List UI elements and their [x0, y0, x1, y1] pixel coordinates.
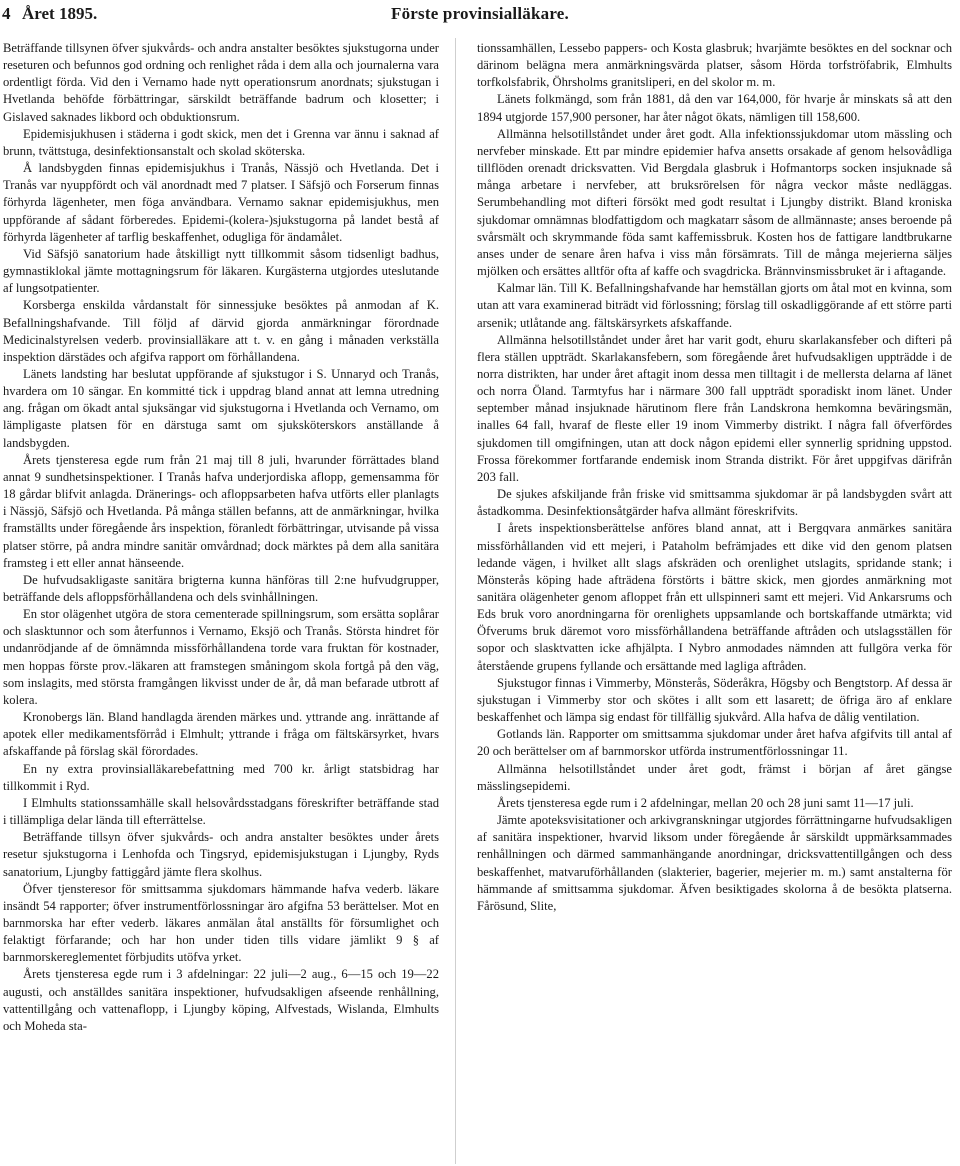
paragraph: Länets landsting har beslutat uppförande af sjukstugor i S. Unnaryd och Tranås, hvardera om 10 sängar. En kommitté tick i uppdrag bland annat att lemna utredning ang. frågan om ökadt antal sjuksängar vid sjukstugorna i Hvetlanda och Vernamo, om lämpligaste platsen för en därstuga samt om sjuksköterskors anställande å landsbygden. — [3, 366, 439, 450]
paragraph: Beträffande tillsyn öfver sjukvårds- och andra anstalter besöktes under årets resetur sjukstugorna i Lenhofda och Tingsryd, epidemisjukstugan i Ljungby, Ryds sanatorium, Ljungby fattiggård jämte flera skolhus. — [3, 830, 439, 879]
paragraph: Öfver tjensteresor för smittsamma sjukdomars hämmande hafva vederb. läkare insändt 54 rapporter; öfver instrumentförlossningar äro afgifna 53 berättelser. Mot en barnmorska har efter vederb. läkares anmälan åtal anställts för försumlighet och felaktigt förfarande; och har hon under tiden tills vidare jämlikt 9 § af barnmorskereglementet förbjudits utöfva yrket. — [3, 881, 439, 965]
paragraph: Å landsbygden finnas epidemisjukhus i Tranås, Nässjö och Hvetlanda. Det i Tranås var nyuppfördt och väl anordnadt med 7 platser. I Säfsjö och Forserum finnas förhyrda lägenheter, men föga användbara. Vernamo saknar epidemisjukhus, men uppförande af sådant förberedes. Epidemi-(kolera-)sjukstugorna på landet bestå af förhyrda lägenheter af tarflig beskaffenhet, odugliga för ändamålet. — [3, 161, 439, 244]
paragraph: Allmänna helsotillståndet under året har varit godt, ehuru skarlakansfeber och difteri på flera ställen uppträdt. Skarlakansfebern, som föregående året hufvudsakligen uppträdde i de norra distrikten, har under året aftagit inom dessa men tilltagit i de mellersta delarna af länet och norra Öland. Tarmtyfus har i närmare 300 fall uppträdt sporadiskt inom länet. Under september månad insjuknade härutinom flere från Landskrona hemkomna beväringsmän, inalles 64 fall, hvaraf de fleste eller 19 inom Vimmerby distrikt. I några fall öfverfördes sjukdomen till omgifningen, utan att dock någon epidemi eller synnerlig spridning uppstod. Frossa förekommer fortfarande endemisk inom Stranda distrikt. För året uppgifvas därifrån 203 fall. — [477, 332, 952, 484]
paragraph: Allmänna helsotillståndet under året godt, främst i början af året gängse mässlingsepidemi. — [477, 761, 952, 793]
left-column — [3, 40, 439, 1162]
paragraph: Sjukstugor finnas i Vimmerby, Mönsterås, Söderåkra, Högsby och Bengtstorp. Af dessa är sjukstugan i Vimmerby stor och skötes i allt som ett lasarett; de öfriga äro af enklare beskaffenhet och lämpa sig endast för tillfällig sjukvård. Alla hafva de dålig ventilation. — [477, 675, 952, 725]
paragraph: Allmänna helsotillståndet under året godt. Alla infektionssjukdomar utom mässling och nervfeber minskade. Ett par mindre epidemier hafva ansetts orsakade af genom helsovådliga tillflöden orenadt dricksvatten. Vid Bergdala glasbruk i Hofmantorps socken insjuknade så många arbetare i nervfeber, att bruksrörelsen för några veckor måste nedläggas. Serumbehandling mot difteri försökt med godt resultat i Ljungby distrikt. Bland kroniska sjukdomar omnämnas blodfattigdom och magkatarr såsom de allmännaste; anses beroende på svårsmält och skrymmande föda samt kaffemissbruk. Kosten hos de fattigare landtbrukarne anses under de senare åren hafva i viss mån försämrats. Till de många mejerierna säljes mjölken och ersättes alltför ofta af kaffe och svagdricka. Brännvinsmissbruket är i aftagande. — [477, 126, 952, 279]
paragraph: Länets folkmängd, som från 1881, då den var 164,000, för hvarje år minskats så att den 1894 utgjorde 157,900 personer, har åter något ökats, nämligen till 158,600. — [477, 92, 952, 124]
right-column — [477, 40, 952, 1162]
page-header — [0, 4, 960, 28]
page-number: 4 — [2, 4, 11, 23]
paragraph: Beträffande tillsynen öfver sjukvårds- och andra anstalter besöktes sjukstugorna under reseturen och befunnos god ordning och renlighet råda i dem alla och journalerna vara ordentligt förda. Vid den i Vernamo hade nytt operationsrum anordnats; sjukstugan i Hvetlanda behöfde förbättringar, särskildt beträffande badrum och klosetter; i Gislaved saknades likbord och obduktionsrum. — [3, 41, 439, 124]
paragraph: En ny extra provinsialläkarebefattning med 700 kr. årligt statsbidrag har tillkommit i Ryd. — [3, 761, 439, 793]
running-title: Förste provinsialläkare. — [391, 4, 569, 23]
paragraph: De hufvudsakligaste sanitära brigterna kunna hänföras till 2:ne hufvudgrupper, beträffande dels afloppsförhållandena och dels svinhållningen. — [3, 572, 439, 604]
paragraph: I Elmhults stationssamhälle skall helsovårdsstadgans föreskrifter beträffande stad i tillämpliga delar lända till efterrättelse. — [3, 795, 439, 828]
paragraph: Årets tjensteresa egde rum i 2 afdelningar, mellan 20 och 28 juni samt 11—17 juli. — [497, 795, 914, 810]
paragraph: De sjukes afskiljande från friske vid smittsamma sjukdomar är på landsbygden svårt att åstadkomma. Desinfektionsåtgärder hafva allmänt föreskrifvits. — [477, 487, 952, 519]
paragraph: I årets inspektionsberättelse anföres bland annat, att i Bergqvara anmärkes sanitära missförhållanden vid ett mejeri, i Pataholm befrämjades ett dike vid den genom platsen ledande vägen, i hvilket allt slags afskräden och orenlighet utslagits, spridande stank; i Mönsterås köping hade afträdena förstörts i bättre skick, men gjordes anmärkning mot sanitära olägenheter genom afloppet från ett ullspinneri samt ett mejeri. Vid Ankarsrums och Eds bruk voro anordningarna för orenlighets uppsamlande och bortskaffande utmärkta; vid Öfverums bruk däremot voro missförhållandena beträffande aftråden och utslagsställen för sopor och slasktvatten icke afhjälpta. I Nybro anmodades nämnden att fullgöra verka för återstående grupens fyllande och ersättande med lagliga aftråden. — [477, 521, 952, 673]
paragraph: Korsberga enskilda vårdanstalt för sinnessjuke besöktes på anmodan af K. Befallningshafvande. Till följd af därvid gjorda anmärkningar förordnade Medicinalstyrelsen vederb. provinsialläkare att t. v. en gång i månaden verkställa inspektion därstädes och afgifva rapport om förhållandena. — [3, 298, 439, 364]
paragraph: Kalmar län. Till K. Befallningshafvande har hemställan gjorts om åtal mot en kvinna, som utan att vara examinerad biträdt vid förlossning; förslag till oskadliggörande af ett större parti arsenik; utlåtande ang. fältskärsyrkets afskaffande. — [477, 281, 952, 330]
paragraph: tionssamhällen, Lessebo pappers- och Kosta glasbruk; hvarjämte besöktes en del socknar och därinom belägna mera anmärkningsvärda platser, såsom Hörda torfströfabrik, Elmhults torfkolsfabrik, Öhrsholms granitsliperi, en del skolor m. m. — [477, 41, 952, 90]
column-divider — [455, 38, 456, 1164]
paragraph: Vid Säfsjö sanatorium hade åtskilligt nytt tillkommit såsom tidsenligt badhus, gymnastiklokal jämte mottagningsrum för läkaren. Kurgästerna utgjordes uteslutande af lungsotpatienter. — [3, 246, 439, 296]
paragraph: En stor olägenhet utgöra de stora cementerade spillningsrum, som ersätta soplårar och slasktunnor och som återfunnos i Vernamo, Eksjö och Tranås. Största hindret för undanrödjande af de ömnämnda missförhållandena torde vara fruktan för kostnader, men hoppas förste prov.-läkaren att framstegen småningom skola fortgå på den väg, som inslagits, med största framgången likvisst under de år, då man befarade utbrott af kolera. — [3, 607, 439, 707]
paragraph: Årets tjensteresa egde rum i 3 afdelningar: 22 juli—2 aug., 6—15 och 19—22 augusti, och anställdes sanitära inspektioner, hufvudsakligen afseende renhållning, vattentillgång och vattenaflopp, i Ljungby köping, Alfvestads, Wislanda, Elmhults och Moheda sta- — [3, 967, 439, 1033]
paragraph: Epidemisjukhusen i städerna i godt skick, men det i Grenna var ännu i saknad af brunn, tvättstuga, desinfektionsanstalt och skolad sköterska. — [3, 126, 439, 158]
paragraph: Gotlands län. Rapporter om smittsamma sjukdomar under året hafva afgifvits till antal af 20 och berättelser om af barnmorskor utförda instrumentförlossningar 11. — [477, 727, 952, 759]
paragraph: Jämte apoteksvisitationer och arkivgranskningar utgjordes förrättningarne hufvudsakligen af sanitära inspektioner, hvarvid liksom under föregående år särskildt uppmärksammades renhållningen och därmed sammanhängande anordningar, dricksvattentillgången och dess beskaffenhet, matvaruförhållanden (slakterier, bagerier, mejerier m. m.) samt anstalterna för hämmande af smittsamma sjukdomar. Äfven besiktigades skolorna å de besökta platserna. Fårösund, Slite, — [477, 813, 952, 913]
paragraph: Kronobergs län. Bland handlagda ärenden märkes und. yttrande ang. inrättande af apotek eller medikamentsförråd i Elmhult; yttrande i fråga om fältskärsyrket, hvars afskaffande på förslag skäl förordades. — [3, 710, 439, 759]
year-label: Året 1895. — [22, 4, 98, 23]
paragraph: Årets tjensteresa egde rum från 21 maj till 8 juli, hvarunder förrättades bland annat 9 sundhetsinspektioner. I Tranås hafva underjordiska aflopp, gemensamma för 18 gårdar blifvit anlagda. Dränerings- och afloppsarbeten hafva utförts eller planlagts i Nässjö, Säfsjö och Hvetlanda. På många ställen befanns, att de anmärkningar, hvilka framställts under föregående års inspektion, föranledt förbättringar, utvisande på vissa platser större, på andra mindre sanitär omvårdnad; dock märktes på dem alla sanitära framsteg i ett eller annat hänseende. — [3, 452, 439, 570]
